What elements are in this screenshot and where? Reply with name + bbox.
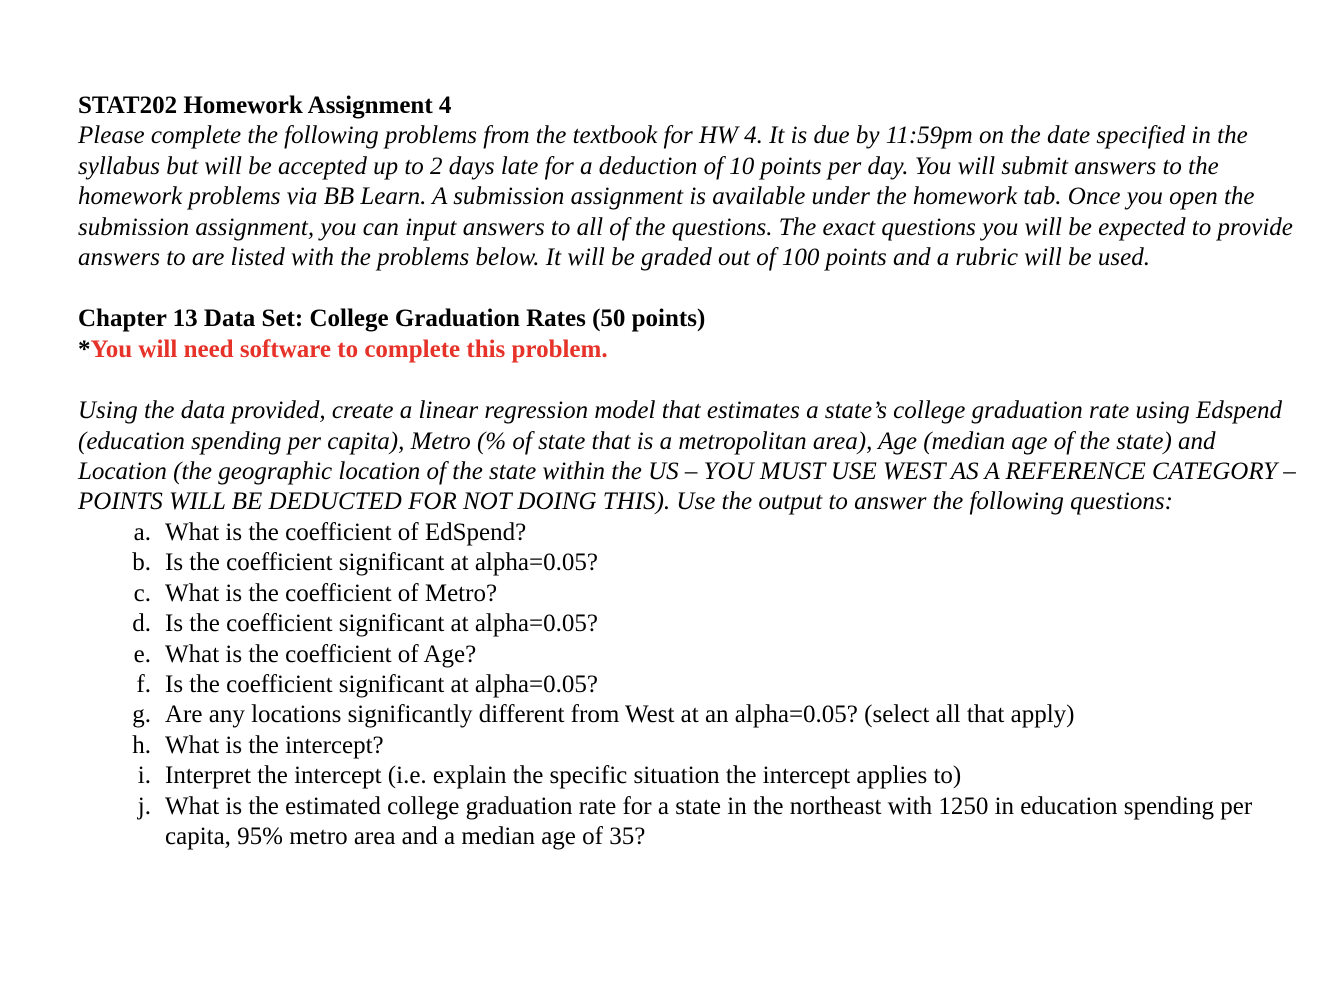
task-paragraph: Using the data provided, create a linear regression model that estimates a state’s college graduation rate using Edspend (education spending per capita), Metro (% of state that is a metropolitan area), Age (median age of the state) and Location (the geographic location of the state within the US – YOU MUST USE WEST AS A REFERENCE CATEGORY – POINTS WILL BE DEDUCTED FOR NOT DOING THIS). Use the output to answer the following questions:: [78, 397, 1296, 516]
question-letter: i.: [137, 762, 151, 790]
question-item: [78, 761, 1308, 791]
question-item: [78, 792, 1308, 853]
question-item: [78, 731, 1308, 761]
question-text: Interpret the intercept (i.e. explain the specific situation the intercept applies to): [165, 762, 962, 790]
question-letter: j.: [137, 792, 151, 820]
question-letter: g.: [132, 701, 151, 729]
question-item: [78, 670, 1308, 700]
question-item: [78, 548, 1308, 578]
question-letter: c.: [133, 579, 151, 607]
section-heading: Chapter 13 Data Set: College Graduation Rates (50 points): [78, 305, 706, 333]
question-letter: a.: [133, 518, 151, 546]
question-text: Is the coefficient significant at alpha=0.05?: [165, 549, 598, 577]
question-text: What is the estimated college graduation rate for a state in the northeast with 1250 in education spending per capita, 95% metro area and a median age of 35?: [165, 792, 1253, 850]
question-letter: d.: [132, 610, 151, 638]
question-item: [78, 579, 1308, 609]
question-item: [78, 609, 1308, 639]
question-letter: f.: [136, 670, 151, 698]
software-warning: [78, 335, 1308, 365]
question-text: What is the coefficient of EdSpend?: [165, 518, 527, 546]
question-text: Is the coefficient significant at alpha=0.05?: [165, 610, 598, 638]
question-letter: h.: [132, 731, 151, 759]
question-letter: b.: [132, 549, 151, 577]
warning-text: You will need software to complete this problem.: [90, 335, 608, 363]
question-list: [78, 518, 1308, 852]
question-text: What is the coefficient of Age?: [165, 640, 477, 668]
instructions-paragraph: Please complete the following problems from the textbook for HW 4. It is due by 11:59pm on the date specified in the syllabus but will be accepted up to 2 days late for a deduction of 10 points per day. You will submit answers to the homework problems via BB Learn. A submission assignment is available under the homework tab. Once you open the submission assignment, you can input answers to all of the questions. The exact questions you will be expected to provide answers to are listed with the problems below. It will be graded out of 100 points and a rubric will be used.: [78, 122, 1293, 272]
warning-asterisk: *: [78, 335, 91, 363]
question-text: What is the coefficient of Metro?: [165, 579, 498, 607]
question-letter: e.: [133, 640, 151, 668]
question-text: Are any locations significantly different from West at an alpha=0.05? (select all that apply): [165, 701, 1075, 729]
question-text: Is the coefficient significant at alpha=0.05?: [165, 670, 598, 698]
document-title: STAT202 Homework Assignment 4: [78, 92, 452, 119]
question-item: [78, 700, 1308, 730]
question-item: [78, 518, 1308, 548]
document-page: [78, 91, 1308, 852]
question-item: [78, 640, 1308, 670]
question-text: What is the intercept?: [165, 731, 384, 759]
